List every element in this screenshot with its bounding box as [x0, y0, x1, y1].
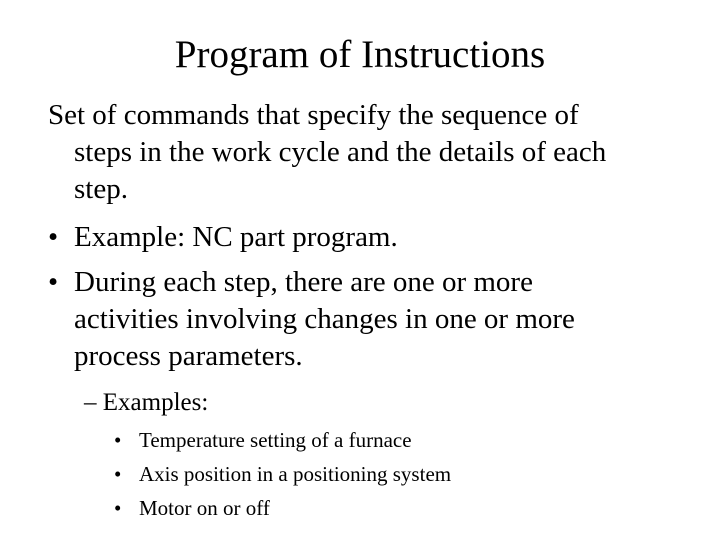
bullet-icon: • — [48, 266, 59, 298]
bullet-line: During each step, there are one or more — [74, 266, 533, 298]
example-text: Temperature setting of a furnace — [139, 428, 412, 452]
intro-paragraph — [48, 97, 688, 208]
bullet-icon: • — [114, 462, 122, 486]
bullet-line: activities involving changes in one or more — [74, 303, 575, 335]
bullet-text — [74, 264, 575, 375]
intro-line: steps in the work cycle and the details of each — [74, 136, 607, 168]
example-text: Axis position in a positioning system — [139, 462, 452, 486]
bullet-line: process parameters. — [74, 340, 303, 372]
intro-line: Set of commands that specify the sequence of — [48, 99, 579, 131]
bullet-icon: • — [114, 496, 122, 520]
bullet-icon: • — [114, 428, 122, 452]
bullet-text — [74, 219, 398, 256]
intro-line: step. — [74, 173, 128, 205]
slide-title: Program of Instructions — [174, 33, 546, 76]
bullet-line: Example: NC part program. — [74, 221, 398, 253]
bullet-icon: • — [48, 221, 59, 253]
sub-heading-examples: – Examples: — [84, 389, 209, 416]
example-text: Motor on or off — [139, 496, 270, 520]
